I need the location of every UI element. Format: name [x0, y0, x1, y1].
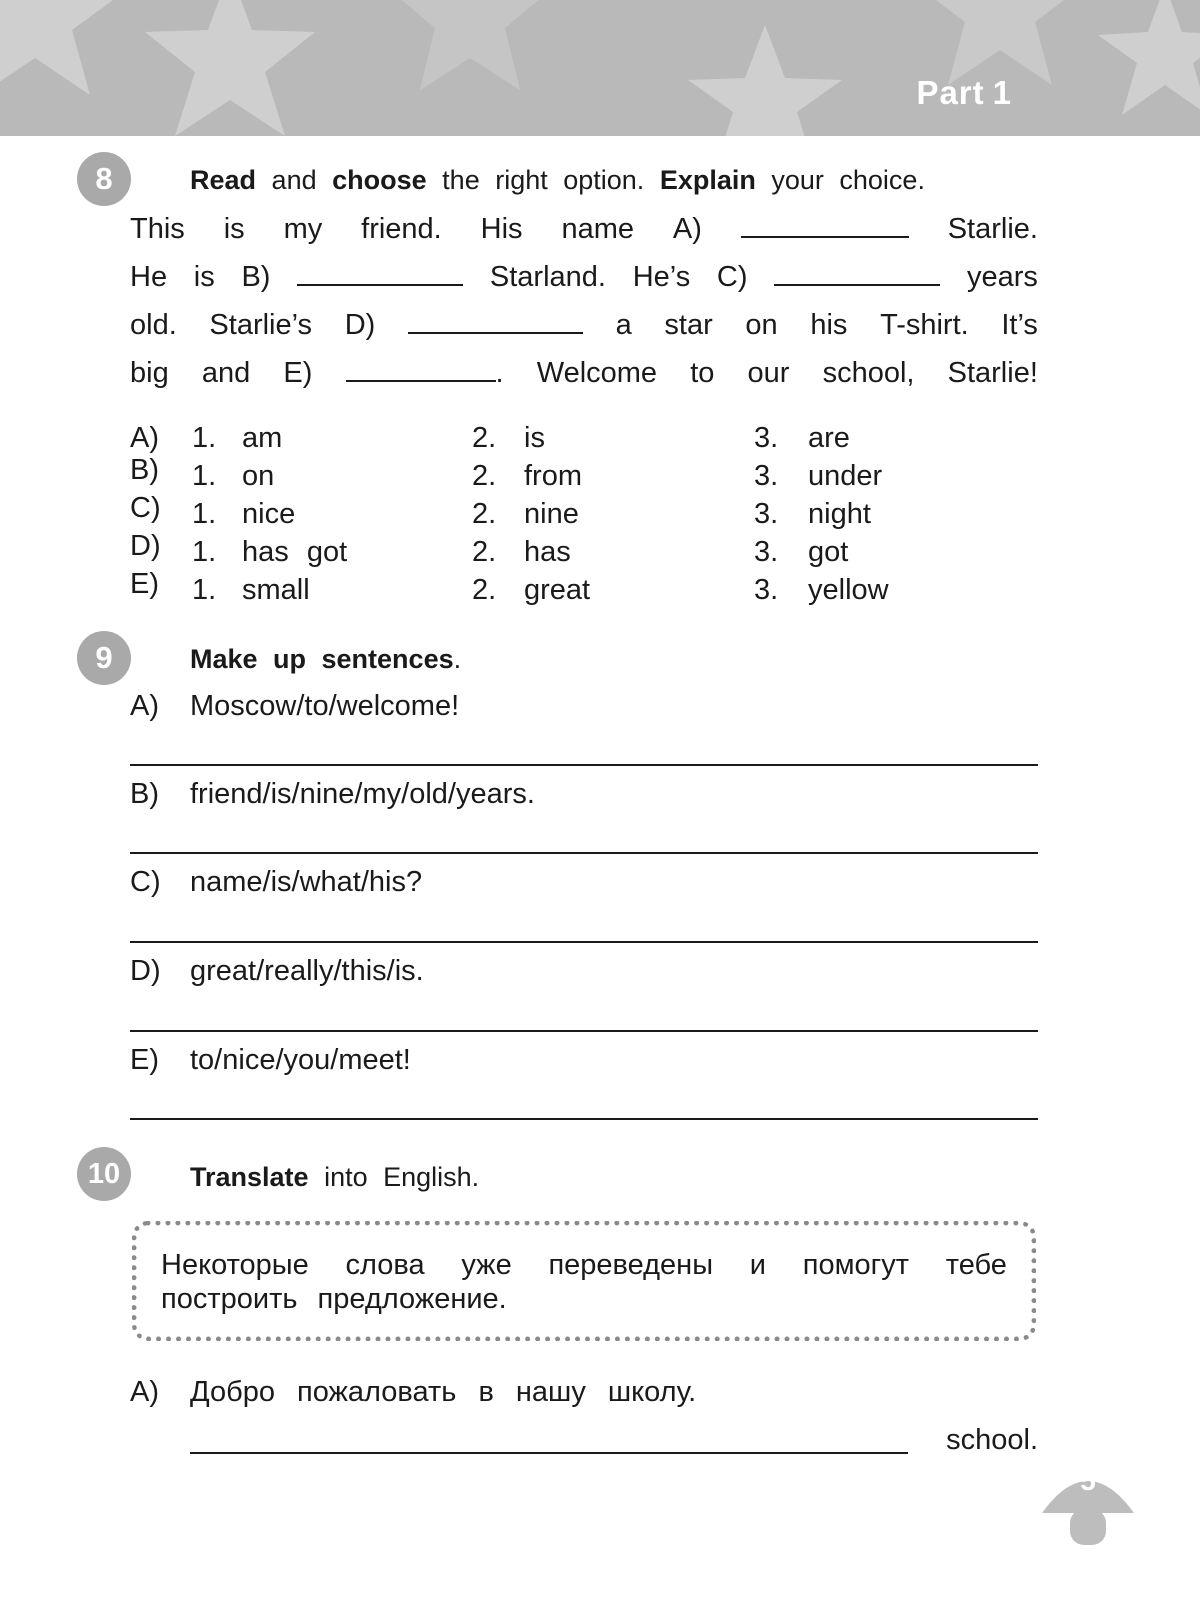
stars-decoration — [0, 0, 1200, 136]
item-letter: A) — [130, 1376, 159, 1408]
option-choice[interactable]: am — [242, 422, 283, 454]
option-choice[interactable]: yellow — [808, 574, 889, 606]
word: school, — [822, 357, 915, 389]
star-shape — [920, 0, 1080, 85]
option-number: 2. — [472, 574, 497, 606]
item-letter: C) — [130, 866, 161, 898]
word: This — [130, 213, 185, 245]
option-letter: D) — [130, 530, 161, 562]
option-choice[interactable]: great — [524, 574, 591, 606]
answer-line[interactable] — [130, 852, 1038, 854]
hint-line: построить предложение. — [161, 1283, 507, 1315]
instruction-rest: into English. — [324, 1162, 480, 1192]
scrambled-words: Moscow/to/welcome! — [190, 690, 460, 722]
russian-sentence: Добро пожаловать в нашу школу. — [190, 1376, 697, 1408]
option-choice[interactable]: small — [242, 574, 310, 606]
answer-line[interactable] — [190, 1452, 908, 1454]
hint-word: слова — [345, 1249, 425, 1281]
option-choice[interactable]: has got — [242, 536, 348, 568]
cloze-paragraph — [130, 212, 1038, 404]
word: our — [747, 357, 790, 389]
scrambled-words: to/nice/you/meet! — [190, 1044, 411, 1076]
answer-line[interactable] — [130, 1030, 1038, 1032]
word: His — [480, 213, 523, 245]
part-word: Part — [916, 74, 985, 111]
instruction-word: choose — [332, 165, 427, 195]
word: Starlie. — [947, 213, 1038, 245]
word: It’s — [1001, 309, 1038, 341]
word: friend. — [361, 213, 442, 245]
instruction-word: your choice. — [771, 165, 925, 195]
option-choice[interactable]: has — [524, 536, 571, 568]
part-label — [908, 74, 1012, 112]
word: Starlie! — [947, 357, 1038, 389]
word: He — [130, 261, 168, 293]
option-number: 3. — [754, 422, 779, 454]
answer-line[interactable] — [130, 1118, 1038, 1120]
blank-label: A) — [672, 213, 702, 245]
hint-box — [132, 1221, 1036, 1341]
task-number-badge: 8 — [77, 152, 131, 206]
page-number: 5 — [1080, 1465, 1096, 1496]
option-row — [130, 492, 930, 536]
star-shape — [145, 0, 315, 136]
word: Welcome — [536, 357, 658, 389]
answer-blank-a[interactable] — [741, 212, 909, 238]
star-shape — [688, 25, 842, 136]
option-number: 2. — [472, 498, 497, 530]
answer-line[interactable] — [130, 764, 1038, 766]
blank-with-period — [346, 356, 504, 390]
option-choice[interactable]: is — [524, 422, 545, 454]
item-letter: B) — [130, 778, 159, 810]
answer-blank-c[interactable] — [774, 260, 940, 286]
word: star — [664, 309, 713, 341]
paragraph-line — [130, 260, 1038, 308]
task-number-badge: 10 — [77, 1147, 131, 1201]
hint-word: и — [749, 1249, 766, 1281]
hint-word: помогут — [802, 1249, 910, 1281]
part-number: 1 — [992, 74, 1012, 111]
option-letter: C) — [130, 492, 161, 524]
instruction-bold: Make up sentences — [190, 644, 454, 674]
blank-label: C) — [716, 261, 748, 293]
word: is — [223, 213, 245, 245]
option-choice[interactable]: are — [808, 422, 850, 454]
instruction-end: . — [453, 644, 462, 674]
option-row — [130, 454, 930, 498]
word: He’s — [632, 261, 691, 293]
option-number: 1. — [192, 422, 217, 454]
option-letter: A) — [130, 422, 159, 454]
item-letter: D) — [130, 955, 161, 987]
word: years — [966, 261, 1038, 293]
option-number: 3. — [754, 536, 779, 568]
option-row — [130, 422, 930, 460]
word: and — [201, 357, 251, 389]
option-choice[interactable]: under — [808, 460, 883, 492]
period: . — [495, 357, 504, 389]
star-shape — [392, 0, 548, 90]
option-letter: E) — [130, 568, 159, 600]
hint-word: тебе — [945, 1249, 1007, 1281]
hint-word: переведены — [548, 1249, 714, 1281]
item-letter: E) — [130, 1044, 159, 1076]
word: big — [130, 357, 169, 389]
word: on — [745, 309, 778, 341]
instruction-bold: Translate — [190, 1162, 309, 1192]
option-choice[interactable]: on — [242, 460, 275, 492]
paragraph-line — [130, 308, 1038, 356]
word: a — [615, 309, 632, 341]
paragraph-line — [130, 212, 1038, 260]
hint-line — [161, 1248, 1007, 1282]
option-number: 1. — [192, 574, 217, 606]
page-number-mushroom — [1040, 1457, 1136, 1547]
page-header — [0, 0, 1200, 136]
answer-ending: school. — [946, 1424, 1038, 1456]
option-choice[interactable]: night — [808, 498, 871, 530]
word: to — [690, 357, 715, 389]
instruction-word: Read — [190, 165, 257, 195]
blank-label: D) — [344, 309, 376, 341]
instruction-word: Explain — [659, 165, 756, 195]
option-choice[interactable]: nice — [242, 498, 296, 530]
option-number: 3. — [754, 498, 779, 530]
word: my — [283, 213, 323, 245]
instruction-word: the right option. — [442, 165, 645, 195]
scrambled-words: great/really/this/is. — [190, 955, 424, 987]
option-choice[interactable]: got — [808, 536, 849, 568]
word: name — [561, 213, 634, 245]
task9-instruction — [190, 644, 461, 675]
task10-instruction — [190, 1162, 479, 1193]
hint-word: уже — [461, 1249, 512, 1281]
option-row — [130, 530, 930, 574]
task-number-badge: 9 — [77, 631, 131, 685]
word: Starlie’s — [209, 309, 313, 341]
option-number: 1. — [192, 536, 217, 568]
scrambled-words: name/is/what/his? — [190, 866, 423, 898]
option-number: 3. — [754, 460, 779, 492]
option-number: 3. — [754, 574, 779, 606]
option-choice[interactable]: from — [524, 460, 582, 492]
option-number: 2. — [472, 422, 497, 454]
option-letter: B) — [130, 454, 159, 486]
hint-word: Некоторые — [161, 1249, 309, 1281]
scrambled-words: friend/is/nine/my/old/years. — [190, 778, 535, 810]
blank-label: B) — [241, 261, 271, 293]
answer-line[interactable] — [130, 941, 1038, 943]
option-number: 1. — [192, 498, 217, 530]
word: his — [810, 309, 848, 341]
instruction-word: and — [271, 165, 317, 195]
mushroom-stem — [1070, 1509, 1106, 1545]
item-letter: A) — [130, 690, 159, 722]
word: is — [193, 261, 215, 293]
option-number: 2. — [472, 460, 497, 492]
word: old. — [130, 309, 177, 341]
star-shape — [0, 0, 120, 95]
task8-instruction — [190, 165, 925, 196]
option-number: 1. — [192, 460, 217, 492]
star-shape — [1098, 0, 1200, 115]
option-number: 2. — [472, 536, 497, 568]
paragraph-line — [130, 356, 1038, 404]
word: T-shirt. — [880, 309, 969, 341]
blank-label: E) — [283, 357, 313, 389]
option-choice[interactable]: nine — [524, 498, 579, 530]
word: Starland. — [489, 261, 606, 293]
answer-blank-d[interactable] — [408, 308, 583, 334]
answer-blank-e[interactable] — [346, 356, 496, 382]
answer-blank-b[interactable] — [297, 260, 463, 286]
option-row — [130, 568, 930, 612]
